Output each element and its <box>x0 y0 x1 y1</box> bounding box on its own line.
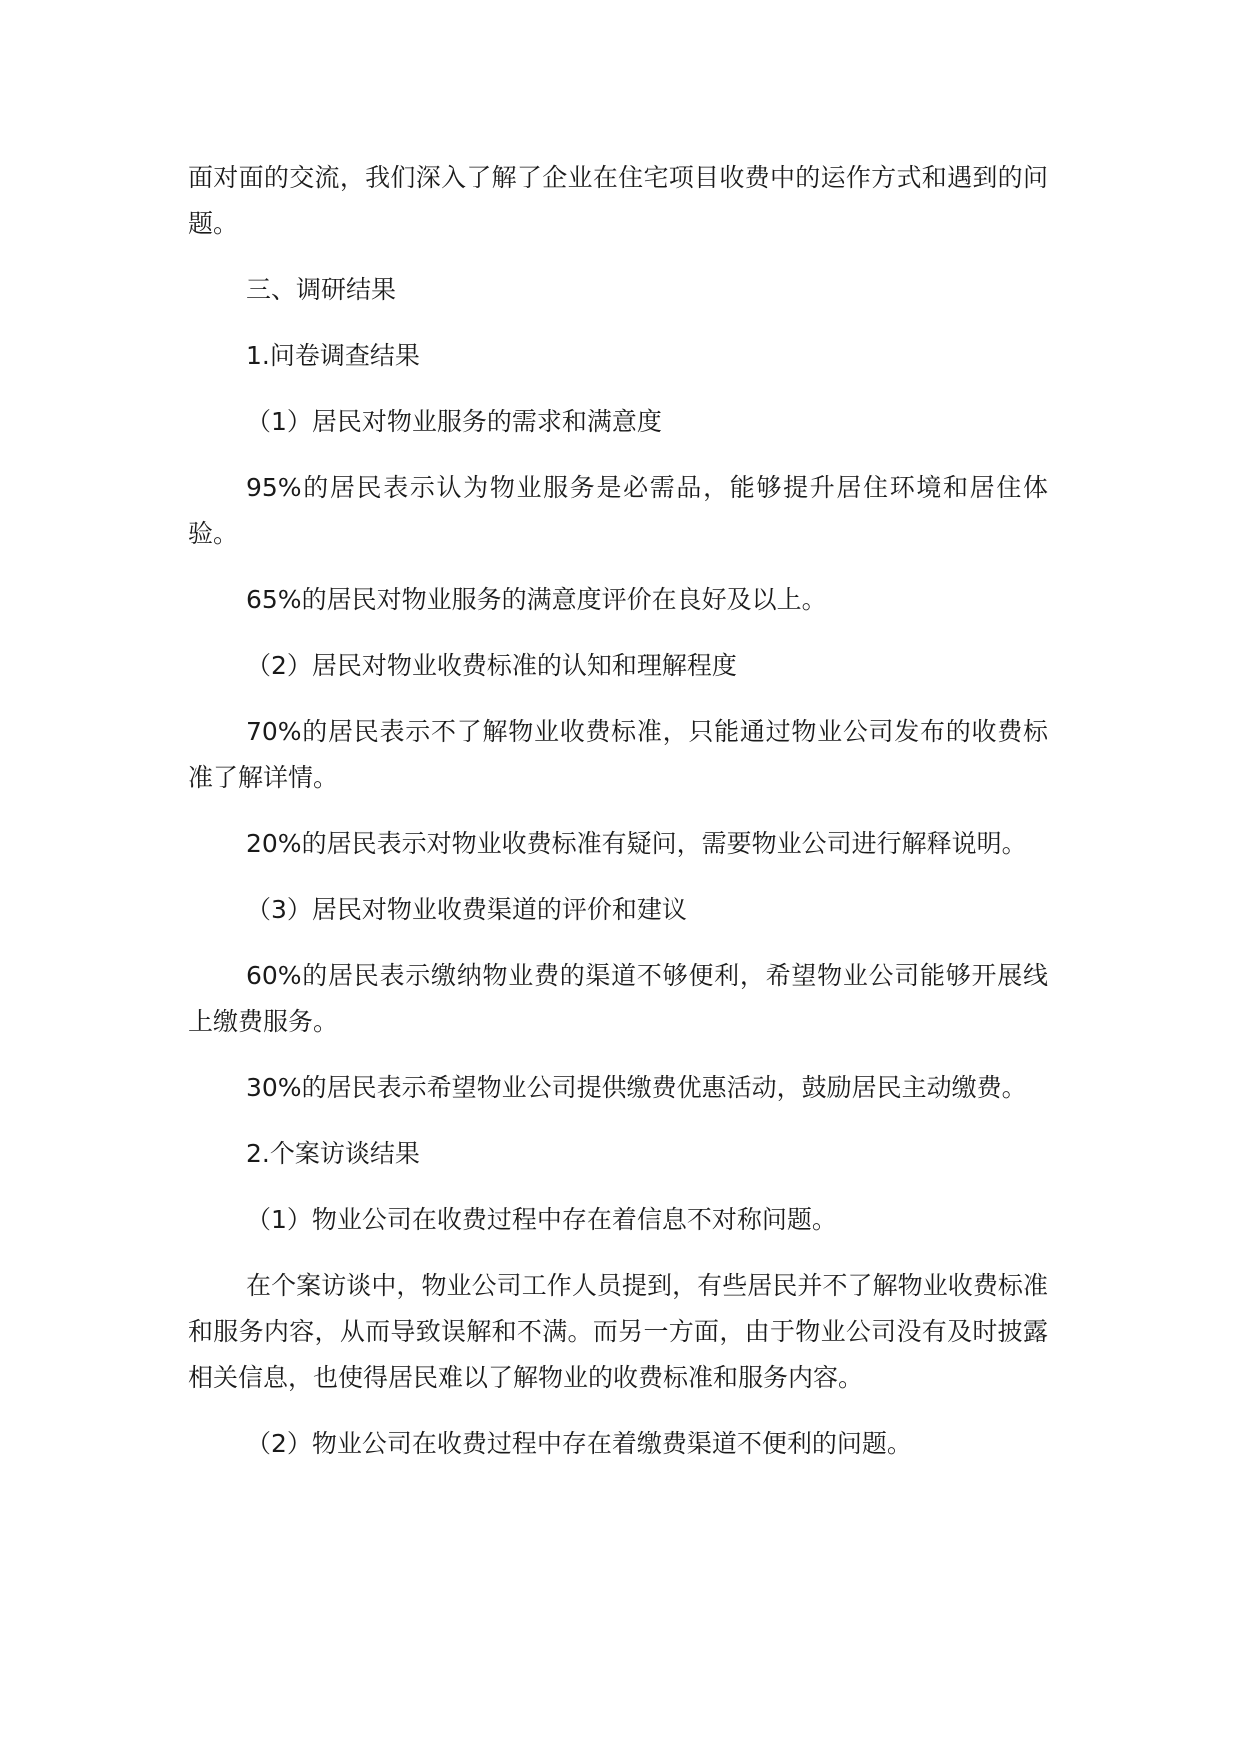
subheading-case-interviews: 2.个案访谈结果 <box>246 1139 420 1168</box>
subheading-information-asymmetry: （1）物业公司在收费过程中存在着信息不对称问题。 <box>246 1205 837 1234</box>
subheading-demand-satisfaction: （1）居民对物业服务的需求和满意度 <box>246 407 662 436</box>
paragraph-95-percent: 95%的居民表示认为物业服务是必需品，能够提升居住环境和居住体验。 <box>188 473 1048 548</box>
paragraph-30-percent: 30%的居民表示希望物业公司提供缴费优惠活动，鼓励居民主动缴费。 <box>246 1073 1027 1102</box>
subheading-questionnaire: 1.问卷调查结果 <box>246 341 420 370</box>
subheading-payment-inconvenience: （2）物业公司在收费过程中存在着缴费渠道不便利的问题。 <box>246 1429 912 1458</box>
body-text <box>188 155 1048 1467</box>
paragraph-60-percent: 60%的居民表示缴纳物业费的渠道不够便利，希望物业公司能够开展线上缴费服务。 <box>188 961 1048 1036</box>
paragraph-interview-details: 在个案访谈中，物业公司工作人员提到，有些居民并不了解物业收费标准和服务内容，从而导致误解和不满。而另一方面，由于物业公司没有及时披露相关信息，也使得居民难以了解物业的收费标准和服务内容。 <box>188 1271 1048 1392</box>
paragraph-20-percent: 20%的居民表示对物业收费标准有疑问，需要物业公司进行解释说明。 <box>246 829 1027 858</box>
paragraph-65-percent: 65%的居民对物业服务的满意度评价在良好及以上。 <box>246 585 827 614</box>
subheading-payment-channels: （3）居民对物业收费渠道的评价和建议 <box>246 895 687 924</box>
subheading-fee-awareness: （2）居民对物业收费标准的认知和理解程度 <box>246 651 737 680</box>
paragraph-70-percent: 70%的居民表示不了解物业收费标准，只能通过物业公司发布的收费标准了解详情。 <box>188 717 1048 792</box>
section-heading-results: 三、调研结果 <box>246 275 397 304</box>
paragraph-continuation: 面对面的交流，我们深入了解了企业在住宅项目收费中的运作方式和遇到的问题。 <box>188 163 1048 238</box>
